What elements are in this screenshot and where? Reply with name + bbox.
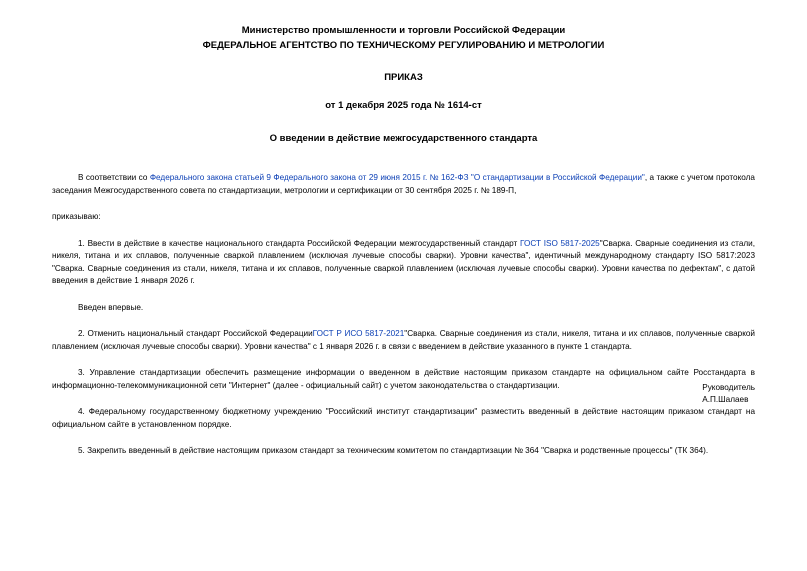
item2-number: 2.: [78, 329, 85, 338]
document-type: ПРИКАЗ: [384, 72, 423, 83]
gost-r-iso-5817-2021-link[interactable]: ГОСТ Р ИСО 5817-2021: [312, 329, 405, 338]
ministry-title: Министерство промышленности и торговли Российской Федерации: [241, 25, 566, 36]
agency-title: ФЕДЕРАЛЬНОЕ АГЕНТСТВО ПО ТЕХНИЧЕСКОМУ РЕГУЛИРОВАНИЮ И МЕТРОЛОГИИ: [202, 40, 605, 51]
paragraph-item-1: [52, 238, 755, 288]
signatory-position: Руководитель: [702, 383, 755, 392]
item1-lead: Ввести в действие в качестве национального стандарта Российской Федерации межгосударственный стандарт: [84, 238, 520, 248]
document-date-number: от 1 декабря 2025 года № 1614-ст: [325, 100, 482, 111]
paragraph-preamble: [52, 172, 755, 197]
item1-rest: "Сварка. Сварные соединения из стали, никеля, титана и их сплавов, полученные сваркой плавлением (исключая лучевые способы сварки). Уровни качества", идентичный международному стандарту ISO 5817:2023 "Сварка. Сварные соединения из стали, никеля, титана и их сплавов, полученные сваркой плавлением (исключая лучевые способы сварки). Уровни качества по дефектам", с датой введения в действие 1 января 2026 г.: [52, 238, 755, 285]
paragraph-item-3: 3. Управление стандартизации обеспечить размещение информации о введенном в действие настоящим приказом стандарте на официальном сайте Росстандарта в информационно-телекоммуникационной сети "Интернет" (далее - официальный сайт) с учетом законодательства о стандартизации.: [52, 368, 755, 390]
item1-number: 1.: [78, 238, 85, 248]
item2-rest: "Сварка. Сварные соединения из стали, никеля, титана и их сплавов, полученные сваркой плавлением (исключая лучевые способы сварки). Уровни качества" с 1 января 2026 г. в связи с введением в действие указанного в пункте 1 стандарта.: [52, 329, 755, 351]
item2-lead: Отменить национальный стандарт Российской Федерации: [84, 329, 313, 338]
orders-label: приказываю:: [52, 212, 101, 221]
federal-law-link[interactable]: статьей 9 Федерального закона от 29 июня 2015 г. № 162-ФЗ "О стандартизации в Российской Федерации": [234, 173, 645, 182]
paragraph-item-2: [52, 328, 755, 353]
signature-block: [702, 382, 755, 406]
preamble-text-3: , а также с учетом протокола заседания Межгосударственного совета по стандартизации, метрологии и сертификации от 30 сентября 2025 г. № 189-П,: [52, 173, 755, 195]
paragraph-item-4: 4. Федеральному государственному бюджетному учреждению "Российский институт стандартизации" разместить введенный в действие настоящим приказом стандарт на официальном сайте в установленном порядке.: [52, 407, 755, 429]
preamble-text: В соответствии со: [78, 173, 150, 182]
document-subject: О введении в действие межгосударственного стандарта: [269, 133, 538, 144]
gost-iso-5817-2025-link[interactable]: ГОСТ ISO 5817-2025: [520, 238, 600, 248]
paragraph-item-5: 5. Закрепить введенный в действие настоящим приказом стандарт за техническим комитетом по стандартизации № 364 "Сварка и родственные процессы" (ТК 364).: [78, 446, 709, 455]
law-article-link[interactable]: Федерального закона: [149, 173, 233, 182]
document-body: [52, 172, 755, 458]
signatory-name: А.П.Шалаев: [702, 395, 749, 404]
paragraph-introduced-first-time: Введен впервые.: [78, 302, 144, 312]
